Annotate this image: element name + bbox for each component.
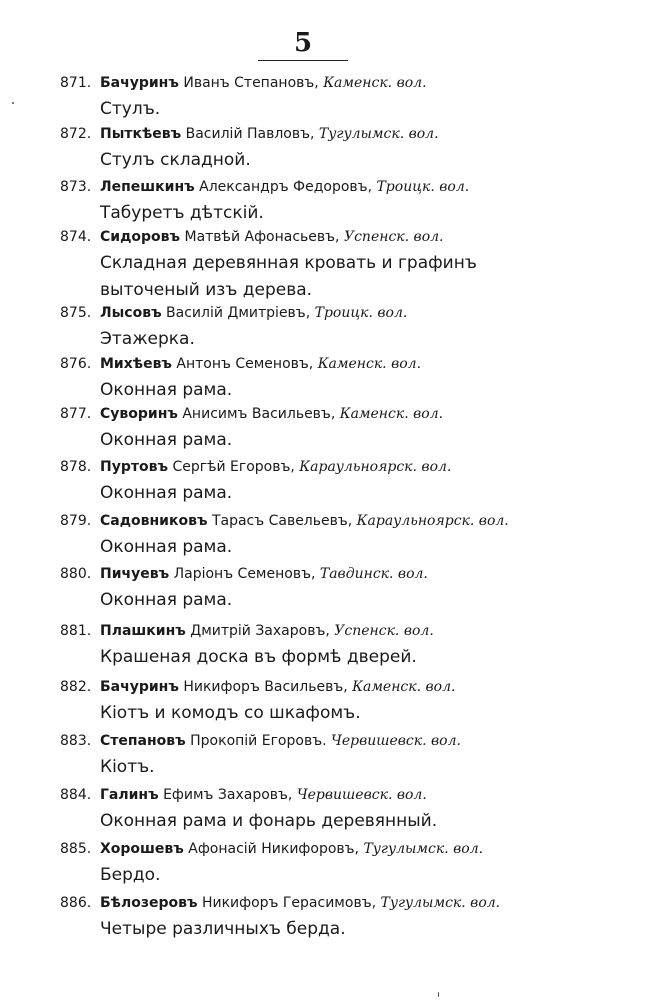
catalog-entry	[60, 228, 580, 304]
entry-number: 884.	[60, 787, 92, 803]
entry-item-description: Оконная рама.	[100, 380, 233, 400]
page-number: 5	[293, 28, 313, 58]
entry-header	[60, 840, 580, 858]
catalog-entry	[60, 622, 580, 670]
entry-number: 875.	[60, 305, 92, 321]
entry-number: 876.	[60, 356, 92, 372]
entry-number: 877.	[60, 406, 92, 422]
entry-volost: Успенск. вол.	[343, 229, 444, 245]
entry-given-names: Сергѣй Егоровъ,	[172, 459, 295, 475]
entry-item-description: Крашеная доска въ формѣ дверей.	[100, 647, 417, 667]
entry-given-names: Василій Павловъ,	[185, 126, 315, 142]
entry-header	[60, 405, 580, 423]
entry-given-names: Анисимъ Васильевъ,	[182, 406, 336, 422]
entry-item-description: Табуретъ дѣтскій.	[100, 203, 264, 223]
entry-volost: Караульноярск. вол.	[299, 459, 452, 475]
entry-number: 879.	[60, 513, 92, 529]
entry-surname: Галинъ	[100, 787, 159, 803]
entry-surname: Сидоровъ	[100, 229, 181, 245]
entry-item-description: Стулъ.	[100, 99, 161, 119]
entry-volost: Червишевск. вол.	[331, 733, 461, 749]
entry-volost: Тугулымск. вол.	[380, 895, 501, 911]
entry-given-names: Тарасъ Савельевъ,	[211, 513, 353, 529]
catalog-entry	[60, 355, 580, 403]
entry-given-names: Ефимъ Захаровъ,	[163, 787, 293, 803]
entry-number: 878.	[60, 459, 92, 475]
entry-volost: Червишевск. вол.	[296, 787, 427, 803]
entry-volost: Караульноярск. вол.	[356, 513, 509, 529]
entry-number: 885.	[60, 841, 92, 857]
entry-given-names: Александръ Федоровъ,	[199, 179, 373, 195]
catalog-entry	[60, 786, 580, 834]
entry-surname: Плашкинъ	[100, 623, 186, 639]
catalog-entry	[60, 840, 580, 888]
entry-header	[60, 74, 580, 92]
entry-number: 874.	[60, 229, 92, 245]
entry-header	[60, 565, 580, 583]
entry-surname: Бачуринъ	[100, 75, 179, 91]
entry-volost: Успенск. вол.	[334, 623, 434, 639]
entry-volost: Каменск. вол.	[339, 406, 444, 422]
entry-given-names: Афонасій Никифоровъ,	[188, 841, 359, 857]
entry-header	[60, 355, 580, 373]
entry-header	[60, 622, 580, 640]
entry-volost: Троицк. вол.	[314, 305, 408, 321]
entry-volost: Тугулымск. вол.	[318, 126, 439, 142]
entry-item-description: Бердо.	[100, 865, 161, 885]
entry-given-names: Прокопій Егоровъ.	[190, 733, 327, 749]
entry-number: 883.	[60, 733, 92, 749]
entry-header	[60, 458, 580, 476]
entry-given-names: Иванъ Степановъ,	[183, 75, 319, 91]
entry-volost: Каменск. вол.	[352, 679, 456, 695]
entry-surname: Пыткѣевъ	[100, 126, 182, 142]
entry-surname: Степановъ	[100, 733, 186, 749]
page-number-rule	[258, 60, 348, 61]
entry-header	[60, 304, 580, 322]
entry-item-description: Кіотъ и комодъ со шкафомъ.	[100, 703, 361, 723]
catalog-entry	[60, 458, 580, 506]
entry-item-description: Оконная рама и фонарь деревянный.	[100, 811, 438, 831]
entry-item-description: Оконная рама.	[100, 430, 233, 450]
entry-number: 871.	[60, 75, 92, 91]
entry-surname: Лысовъ	[100, 305, 162, 321]
entry-number: 882.	[60, 679, 92, 695]
entry-given-names: Антонъ Семеновъ,	[176, 356, 314, 372]
entry-header	[60, 786, 580, 804]
entry-surname: Бѣлозеровъ	[100, 895, 198, 911]
entry-header	[60, 732, 580, 750]
entry-number: 872.	[60, 126, 92, 142]
entry-given-names: Матвѣй Афонасьевъ,	[184, 229, 340, 245]
catalog-entry	[60, 405, 580, 453]
entry-header	[60, 678, 580, 696]
entry-given-names: Василій Дмитріевъ,	[166, 305, 311, 321]
entry-item-description: Оконная рама.	[100, 590, 233, 610]
entry-surname: Пичуевъ	[100, 566, 170, 582]
catalog-entry	[60, 678, 580, 726]
catalog-entry	[60, 74, 580, 122]
entry-number: 873.	[60, 179, 92, 195]
footer-mark	[438, 992, 439, 997]
catalog-entry	[60, 894, 580, 942]
entry-header	[60, 894, 580, 912]
catalog-entry	[60, 732, 580, 780]
catalog-entry	[60, 125, 580, 173]
catalog-entry	[60, 304, 580, 352]
entry-item-description: Четыре различныхъ берда.	[100, 919, 346, 939]
catalog-entry	[60, 512, 580, 560]
entry-surname: Лепешкинъ	[100, 179, 195, 195]
entry-given-names: Дмитрій Захаровъ,	[190, 623, 330, 639]
entry-surname: Суворинъ	[100, 406, 178, 422]
entry-number: 881.	[60, 623, 92, 639]
entry-header	[60, 512, 580, 530]
entry-volost: Троицк. вол.	[376, 179, 470, 195]
entry-item-description: Стулъ складной.	[100, 150, 251, 170]
margin-dot	[12, 102, 14, 104]
entry-number: 880.	[60, 566, 92, 582]
catalog-entry	[60, 178, 580, 226]
entry-given-names: Ларіонъ Семеновъ,	[173, 566, 316, 582]
entry-surname: Пуртовъ	[100, 459, 168, 475]
entry-header	[60, 178, 580, 196]
entry-surname: Садовниковъ	[100, 513, 208, 529]
entry-volost: Тугулымск. вол.	[363, 841, 484, 857]
catalog-entry	[60, 565, 580, 613]
entry-volost: Каменск. вол.	[317, 356, 422, 372]
entry-item-description: Кіотъ.	[100, 757, 155, 777]
entry-given-names: Никифоръ Васильевъ,	[183, 679, 348, 695]
entry-number: 886.	[60, 895, 92, 911]
entry-header	[60, 125, 580, 143]
entry-given-names: Никифоръ Герасимовъ,	[201, 895, 377, 911]
entry-surname: Бачуринъ	[100, 679, 179, 695]
entry-volost: Тавдинск. вол.	[319, 566, 428, 582]
entry-surname: Хорошевъ	[100, 841, 184, 857]
entry-item-description: Оконная рама.	[100, 483, 233, 503]
entry-header	[60, 228, 580, 246]
entry-item-description: Складная деревянная кровать и графинъ выточеный изъ дерева.	[100, 253, 477, 300]
entry-volost: Каменск. вол.	[323, 75, 427, 91]
entry-item-description: Оконная рама.	[100, 537, 233, 557]
entry-item-description: Этажерка.	[100, 329, 195, 349]
entry-surname: Михѣевъ	[100, 356, 172, 372]
